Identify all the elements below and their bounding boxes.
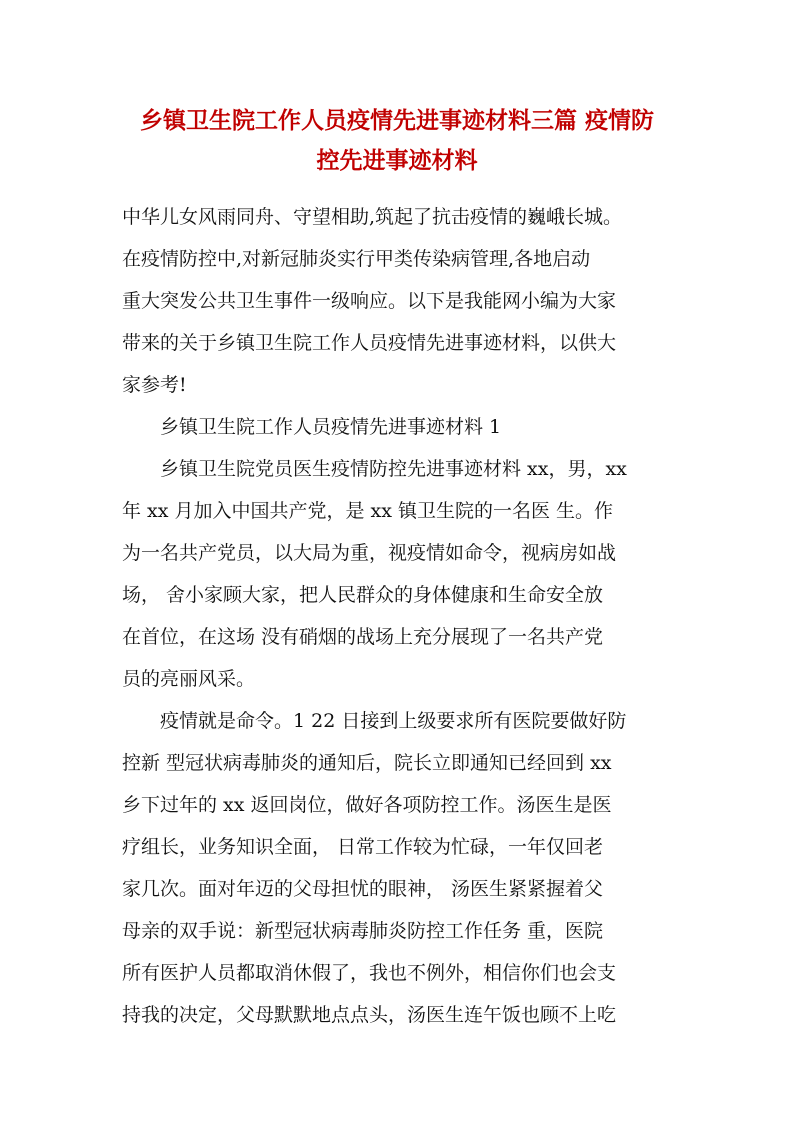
paragraph-line: 场， 舍小家顾大家，把人民群众的身体健康和生命安全放: [122, 584, 604, 606]
document-title-line-1: 乡镇卫生院工作人员疫情先进事迹材料三篇 疫情防: [139, 107, 654, 134]
paragraph-line: 母亲的双手说：新型冠状病毒肺炎防控工作任务 重，医院: [122, 920, 604, 942]
paragraph-line: 年 xx 月加入中国共产党，是 xx 镇卫生院的一名医 生。作: [122, 500, 614, 522]
paragraph-line: 控新 型冠状病毒肺炎的通知后，院长立即通知已经回到 xx: [122, 752, 612, 774]
paragraph-line: 疗组长，业务知识全面， 日常工作较为忙碌，一年仅回老: [122, 836, 604, 858]
paragraph-line: 为一名共产党员，以大局为重，视疫情如命令，视病房如战: [122, 542, 617, 564]
paragraph-line: 重大突发公共卫生事件一级响应。以下是我能网小编为大家: [122, 290, 617, 312]
section-heading: 乡镇卫生院工作人员疫情先进事迹材料 1: [160, 416, 502, 438]
paragraph-line: 乡镇卫生院党员医生疫情防控先进事迹材料 xx，男，xx: [160, 458, 627, 480]
paragraph-line: 持我的决定，父母默默地点点头，汤医生连午饭也顾不上吃: [122, 1004, 617, 1026]
paragraph-line: 带来的关于乡镇卫生院工作人员疫情先进事迹材料，以供大: [122, 332, 617, 354]
paragraph-line: 家参考!: [122, 374, 187, 396]
paragraph-line: 中华儿女风雨同舟、守望相助,筑起了抗击疫情的巍峨长城。: [122, 206, 623, 228]
document-title-line-2: 控先进事迹材料: [316, 147, 478, 174]
paragraph-line: 所有医护人员都取消休假了，我也不例外，相信你们也会支: [122, 962, 617, 984]
paragraph-line: 员的亮丽风采。: [122, 668, 256, 690]
paragraph-line: 乡下过年的 xx 返回岗位，做好各项防控工作。汤医生是医: [122, 794, 612, 816]
paragraph-line: 疫情就是命令。1 22 日接到上级要求所有医院要做好防: [160, 710, 627, 732]
paragraph-line: 在首位，在这场 没有硝烟的战场上充分展现了一名共产党: [122, 626, 604, 648]
paragraph-line: 家几次。面对年迈的父母担忧的眼神， 汤医生紧紧握着父: [122, 878, 604, 900]
paragraph-line: 在疫情防控中,对新冠肺炎实行甲类传染病管理,各地启动: [122, 248, 591, 270]
